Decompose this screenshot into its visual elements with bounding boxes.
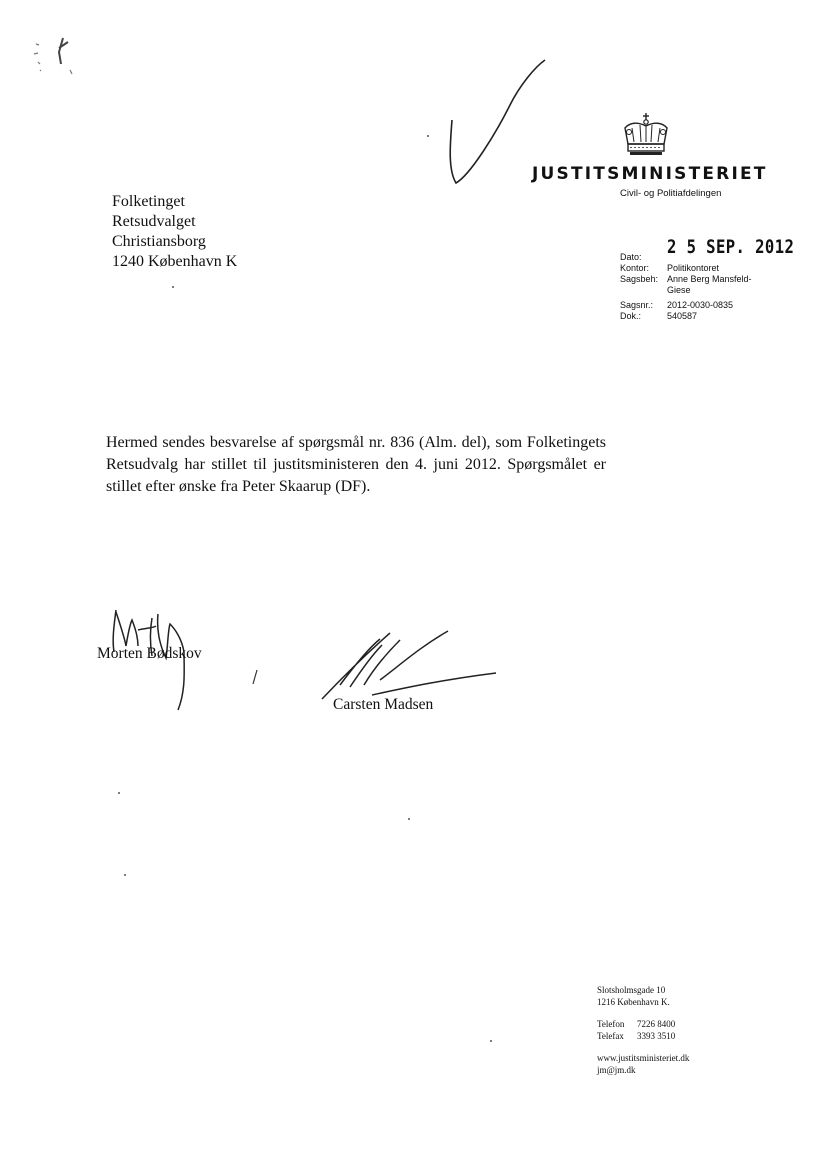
phone-row bbox=[597, 1018, 689, 1030]
date-row bbox=[620, 236, 795, 263]
stray-mark bbox=[250, 668, 260, 688]
city-address: 1216 København K. bbox=[597, 997, 670, 1007]
letter-body: Hermed sendes besvarelse af spørgsmål nr. 836 (Alm. del), som Folketingets Retsudvalg har stillet til justitsministeren den 4. juni 2012. Spørgsmålet er stillet efter ønske fra Peter Skaarup (DF). bbox=[106, 434, 606, 495]
case-metadata bbox=[620, 236, 795, 322]
phone-value: 7226 8400 bbox=[637, 1019, 676, 1029]
recipient-line: Folketinget bbox=[112, 193, 185, 210]
speck bbox=[172, 286, 174, 288]
website-link[interactable]: www.justitsministeriet.dk bbox=[597, 1053, 690, 1063]
office-row bbox=[620, 263, 772, 274]
ministry-name: JUSTITSMINISTERIET bbox=[532, 164, 768, 184]
office-value: Politikontoret bbox=[667, 263, 720, 273]
doc-value: 540587 bbox=[667, 311, 698, 321]
fax-row bbox=[597, 1030, 689, 1042]
case-value: 2012-0030-0835 bbox=[667, 300, 734, 310]
speck bbox=[118, 792, 120, 794]
speck bbox=[124, 874, 126, 876]
email-link[interactable]: jm@jm.dk bbox=[597, 1065, 636, 1075]
handler-label: Sagsbeh: bbox=[620, 274, 659, 284]
recipient-line: Christiansborg bbox=[112, 233, 206, 250]
speck bbox=[490, 1040, 492, 1042]
sender-contact bbox=[597, 984, 689, 1076]
signature-2 bbox=[310, 625, 510, 705]
phone-label: Telefon bbox=[597, 1019, 625, 1029]
signer-1-name: Morten Bødskov bbox=[97, 645, 202, 662]
office-label: Kontor: bbox=[620, 263, 650, 273]
department-name: Civil- og Politiafdelingen bbox=[620, 188, 722, 199]
date-stamp: 2 5 SEP. 2012 bbox=[667, 236, 795, 258]
date-label: Dato: bbox=[620, 252, 642, 262]
crown-icon bbox=[620, 112, 672, 158]
speck bbox=[408, 818, 410, 820]
doc-row bbox=[620, 311, 772, 322]
signer-2-name: Carsten Madsen bbox=[333, 696, 434, 713]
recipient-address bbox=[112, 192, 237, 272]
handler-row bbox=[620, 274, 772, 296]
doc-label: Dok.: bbox=[620, 311, 642, 321]
fax-value: 3393 3510 bbox=[637, 1031, 676, 1041]
fax-label: Telefax bbox=[597, 1031, 624, 1041]
handler-value: Anne Berg Mansfeld-Giese bbox=[667, 274, 752, 295]
case-row bbox=[620, 300, 772, 311]
recipient-line: 1240 København K bbox=[112, 253, 238, 270]
speck bbox=[427, 135, 429, 137]
recipient-line: Retsudvalget bbox=[112, 213, 196, 230]
street-address: Slotsholmsgade 10 bbox=[597, 985, 666, 995]
margin-scribble bbox=[28, 30, 88, 100]
case-label: Sagsnr.: bbox=[620, 300, 654, 310]
